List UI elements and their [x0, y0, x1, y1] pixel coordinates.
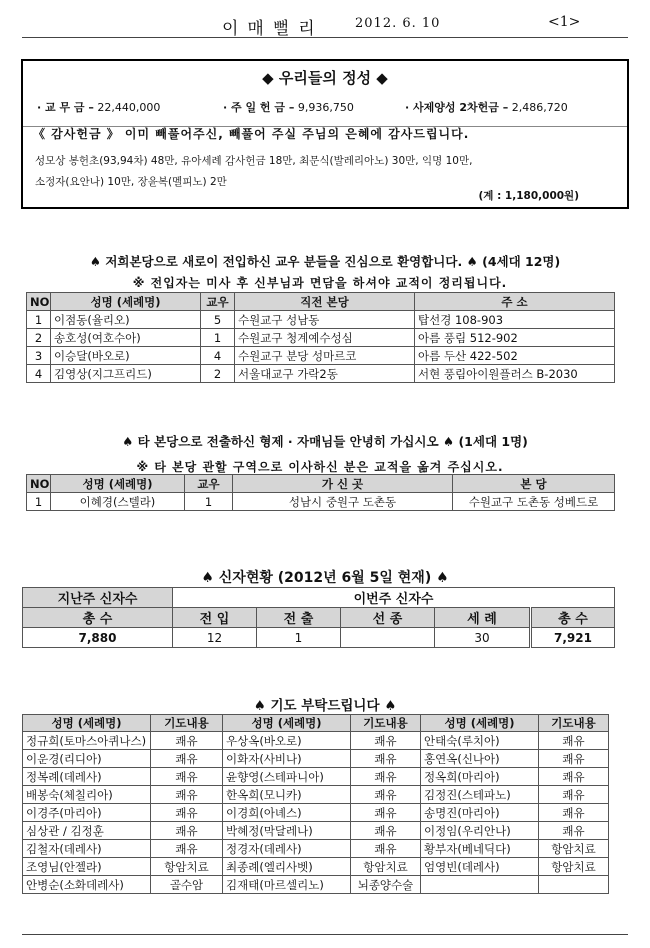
table-header-row	[27, 293, 615, 311]
prayer-name-cell: 박혜정(막달레나)	[223, 822, 351, 840]
prayer-intention-cell: 쾌유	[539, 732, 609, 750]
prayer-intention-cell: 쾌유	[151, 768, 223, 786]
prayer-name-cell: 황부자(베네딕다)	[421, 840, 539, 858]
table-cell: 1	[27, 493, 51, 511]
prayer-table	[22, 714, 609, 894]
offering-seminary	[405, 99, 568, 115]
prayer-intention-cell	[539, 876, 609, 894]
col-header: 성명 (세례명)	[223, 715, 351, 732]
table-row	[23, 804, 609, 822]
bulletin-date: 2012. 6. 10	[355, 16, 441, 31]
newcomers-note: ※ 전입자는 미사 후 신부님과 면담을 하셔야 교적이 정리됩니다.	[132, 276, 508, 290]
table-row	[23, 768, 609, 786]
prayer-intention-cell: 골수암	[151, 876, 223, 894]
thanks-offering-heading: 《 감사헌금 》 이미 빼풀어주신, 빼풀어 주실 주님의 은혜에 감사드립니다.	[33, 127, 470, 141]
table-cell: 7,921	[531, 628, 615, 648]
col-header: 선 종	[341, 608, 435, 628]
prayer-name-cell: 이경희(아녜스)	[223, 804, 351, 822]
prayer-intention-cell: 쾌유	[539, 786, 609, 804]
table-cell: 2	[27, 329, 51, 347]
table-cell: 송호성(여호수아)	[51, 329, 201, 347]
table-cell: 수원교구 청계예수성심	[235, 329, 415, 347]
prayer-name-cell: 조영님(안젤라)	[23, 858, 151, 876]
prayer-name-cell: 김재태(마르셀리노)	[223, 876, 351, 894]
table-cell: 서울대교구 가락2동	[235, 365, 415, 383]
col-header: 직전 본당	[235, 293, 415, 311]
table-row	[27, 493, 615, 511]
table-row	[23, 876, 609, 894]
table-row	[23, 858, 609, 876]
table-cell: 수원교구 분당 성마르코	[235, 347, 415, 365]
prayer-name-cell: 엄영빈(데레사)	[421, 858, 539, 876]
table-row	[23, 628, 615, 648]
prayer-rows	[23, 732, 609, 894]
table-cell: 4	[201, 347, 235, 365]
offering-sunday	[223, 99, 354, 115]
prayer-name-cell: 한옥희(모니카)	[223, 786, 351, 804]
offering-tithe	[37, 99, 160, 115]
prayer-name-cell: 안태숙(루치아)	[421, 732, 539, 750]
prayer-name-cell: 안병순(소화데레사)	[23, 876, 151, 894]
table-cell: 아름 풍림 512-902	[415, 329, 615, 347]
col-header: 기도내용	[351, 715, 421, 732]
prayer-name-cell: 홍연옥(신나아)	[421, 750, 539, 768]
table-cell: 이혜경(스텔라)	[51, 493, 185, 511]
offerings-heading: ◆ 우리들의 정성 ◆	[262, 69, 388, 87]
prayer-name-cell: 이정임(우리안나)	[421, 822, 539, 840]
offerings-amounts	[23, 99, 627, 127]
col-header: 총 수	[23, 608, 173, 628]
col-header: 전 출	[257, 608, 341, 628]
offering-value: 2,486,720	[511, 101, 568, 114]
table-row	[27, 329, 615, 347]
donor-list	[35, 151, 615, 193]
offering-label: · 사제양성 2차헌금 –	[405, 101, 509, 114]
table-cell: 성남시 중원구 도촌동	[233, 493, 453, 511]
prayer-title: ♠ 기도 부탁드립니다 ♠	[253, 698, 397, 714]
col-header: 성명 (세례명)	[51, 475, 185, 493]
table-cell: 3	[27, 347, 51, 365]
table-cell: 1	[201, 329, 235, 347]
col-header: 성명 (세례명)	[421, 715, 539, 732]
table-cell: 김영상(지그프리드)	[51, 365, 201, 383]
col-header: 성명 (세례명)	[51, 293, 201, 311]
prayer-name-cell: 김철자(데레사)	[23, 840, 151, 858]
page-number: <1>	[548, 14, 581, 30]
col-header: 기도내용	[151, 715, 223, 732]
table-cell: 이점동(율리오)	[51, 311, 201, 329]
table-cell: 2	[201, 365, 235, 383]
prayer-name-cell: 최종례(엘리사벳)	[223, 858, 351, 876]
table-cell: 12	[173, 628, 257, 648]
prayer-intention-cell: 쾌유	[151, 822, 223, 840]
departures-note: ※ 타 본당 관할 구역으로 이사하신 분은 교적을 옮겨 주십시오.	[136, 460, 504, 474]
prayer-name-cell	[421, 876, 539, 894]
table-cell: 이승달(바오로)	[51, 347, 201, 365]
prayer-intention-cell: 쾌유	[351, 732, 421, 750]
donor-line: 성모상 봉헌초(93,94차) 48만, 유아세례 감사헌금 18만, 최문식(발레리아노) 30만, 익명 10만,	[35, 155, 473, 167]
table-row	[23, 840, 609, 858]
table-header-row	[23, 608, 615, 628]
newcomers-table	[26, 292, 615, 383]
bulletin-title: 이매뻘리	[222, 19, 324, 39]
table-cell: 4	[27, 365, 51, 383]
prayer-intention-cell: 항암치료	[539, 840, 609, 858]
this-week-header: 이번주 신자수	[173, 588, 615, 608]
table-cell: 1	[185, 493, 233, 511]
col-header: 주 소	[415, 293, 615, 311]
donor-line: 소정자(요안나) 10만, 장윤복(멜피노) 2만	[35, 176, 227, 188]
prayer-intention-cell: 쾌유	[351, 750, 421, 768]
prayer-name-cell: 정규희(토마스아퀴나스)	[23, 732, 151, 750]
status-title: ♠ 신자현황 (2012년 6월 5일 현재) ♠	[201, 570, 449, 586]
prayer-intention-cell: 쾌유	[351, 786, 421, 804]
prayer-intention-cell: 쾌유	[351, 840, 421, 858]
prayer-intention-cell: 쾌유	[351, 822, 421, 840]
table-cell	[341, 628, 435, 648]
prayer-intention-cell: 쾌유	[351, 768, 421, 786]
offering-value: 22,440,000	[97, 101, 161, 114]
table-cell: 7,880	[23, 628, 173, 648]
table-cell: 1	[257, 628, 341, 648]
prayer-name-cell: 우상옥(바오로)	[223, 732, 351, 750]
prayer-intention-cell: 쾌유	[151, 786, 223, 804]
prayer-name-cell: 정경자(데레사)	[223, 840, 351, 858]
table-header-row	[23, 715, 609, 732]
prayer-name-cell: 이운경(리디아)	[23, 750, 151, 768]
prayer-intention-cell: 쾌유	[539, 750, 609, 768]
prayer-name-cell: 정복례(데레사)	[23, 768, 151, 786]
header-divider	[22, 37, 628, 38]
col-header: 성명 (세례명)	[23, 715, 151, 732]
status-table	[22, 587, 615, 648]
newcomers-title: ♠ 저희본당으로 새로이 전입하신 교우 분들을 진심으로 환영합니다. ♠ (4세대 12명)	[89, 254, 561, 269]
departures-title: ♠ 타 본당으로 전출하신 형제 · 자매님들 안녕히 가십시오 ♠ (1세대 1명)	[122, 434, 528, 449]
table-row	[27, 365, 615, 383]
table-row	[27, 311, 615, 329]
prayer-name-cell: 송명진(마리아)	[421, 804, 539, 822]
offering-total: (계 : 1,180,000원)	[478, 190, 579, 202]
offering-label: · 교 무 금 –	[37, 101, 94, 114]
prayer-intention-cell: 항암치료	[151, 858, 223, 876]
offering-label: · 주 일 헌 금 –	[223, 101, 295, 114]
prayer-intention-cell: 항암치료	[351, 858, 421, 876]
prayer-intention-cell: 쾌유	[151, 732, 223, 750]
col-header: 기도내용	[539, 715, 609, 732]
col-header: 전 입	[173, 608, 257, 628]
table-cell: 서현 풍림아이원플러스 B-2030	[415, 365, 615, 383]
table-cell: 수원교구 도촌동 성베드로	[453, 493, 615, 511]
prayer-intention-cell: 쾌유	[351, 804, 421, 822]
last-week-header: 지난주 신자수	[23, 588, 173, 608]
col-header: 교우	[201, 293, 235, 311]
prayer-name-cell: 심상관 / 김정훈	[23, 822, 151, 840]
prayer-intention-cell: 쾌유	[539, 768, 609, 786]
prayer-name-cell: 윤향영(스테파니아)	[223, 768, 351, 786]
col-header: NO	[27, 475, 51, 493]
prayer-intention-cell: 뇌종양수술	[351, 876, 421, 894]
prayer-intention-cell: 쾌유	[151, 750, 223, 768]
table-header-row	[23, 588, 615, 608]
table-row	[23, 750, 609, 768]
offering-value: 9,936,750	[297, 101, 354, 114]
table-cell: 30	[435, 628, 531, 648]
offerings-box	[21, 59, 629, 209]
col-header: 총 수	[531, 608, 615, 628]
col-header: 교우	[185, 475, 233, 493]
col-header: 세 례	[435, 608, 531, 628]
col-header: 본 당	[453, 475, 615, 493]
table-row	[23, 786, 609, 804]
prayer-intention-cell: 쾌유	[539, 804, 609, 822]
prayer-intention-cell: 항암치료	[539, 858, 609, 876]
col-header: 가 신 곳	[233, 475, 453, 493]
prayer-name-cell: 이경주(마리아)	[23, 804, 151, 822]
table-header-row	[27, 475, 615, 493]
prayer-name-cell: 정옥희(마리아)	[421, 768, 539, 786]
prayer-intention-cell: 쾌유	[539, 822, 609, 840]
table-row	[23, 732, 609, 750]
prayer-intention-cell: 쾌유	[151, 804, 223, 822]
table-row	[23, 822, 609, 840]
table-cell: 5	[201, 311, 235, 329]
page-header	[0, 0, 650, 40]
prayer-intention-cell: 쾌유	[151, 840, 223, 858]
departures-table	[26, 474, 615, 511]
prayer-name-cell: 김정진(스테파노)	[421, 786, 539, 804]
table-row	[27, 347, 615, 365]
table-cell: 아름 두산 422-502	[415, 347, 615, 365]
footer-divider	[22, 934, 628, 935]
col-header: NO	[27, 293, 51, 311]
table-cell: 수원교구 성남동	[235, 311, 415, 329]
table-cell: 탑선경 108-903	[415, 311, 615, 329]
prayer-name-cell: 이화자(사비나)	[223, 750, 351, 768]
prayer-name-cell: 배봉숙(체칠리아)	[23, 786, 151, 804]
table-cell: 1	[27, 311, 51, 329]
